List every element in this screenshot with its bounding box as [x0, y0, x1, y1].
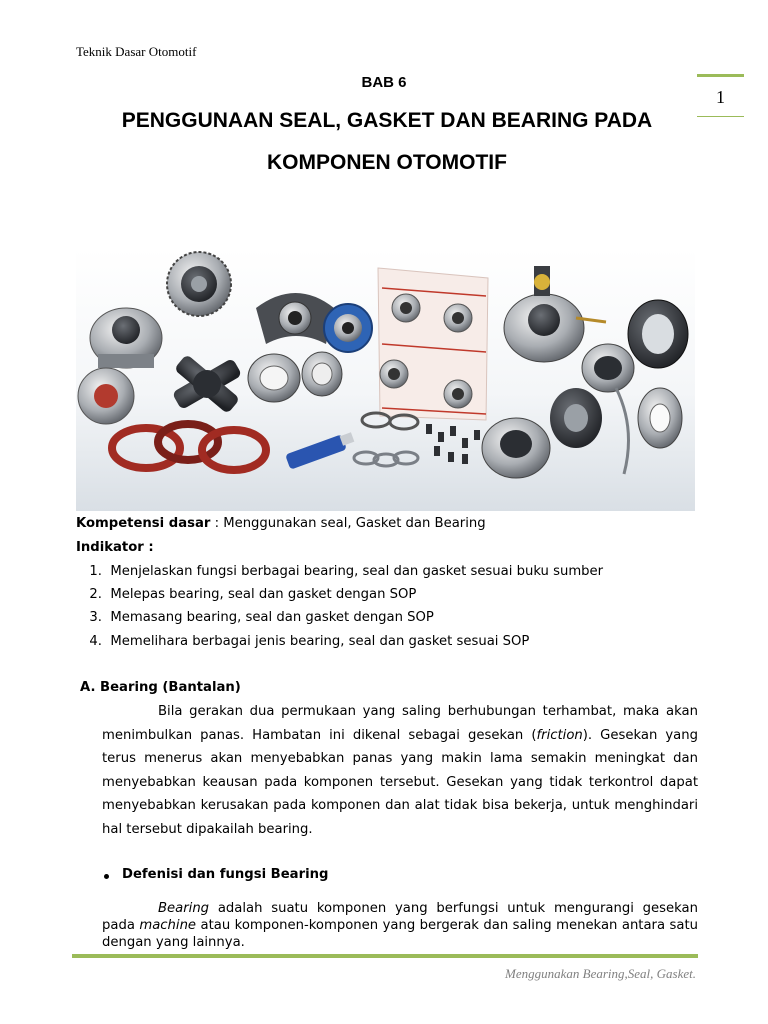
page-number: 1	[716, 87, 725, 107]
section-heading-bearing: A. Bearing (Bantalan)	[80, 680, 241, 695]
chapter-label: BAB 6	[361, 74, 407, 91]
list-item-number: 4.	[89, 634, 102, 649]
automotive-parts-photo	[76, 248, 695, 511]
definition-text-2: atau komponen-komponen yang bergerak dan saling menekan antara satu dengan yang lainnya.	[102, 918, 698, 950]
list-item-number: 1.	[89, 564, 102, 579]
list-item-text: Memelihara berbagai jenis bearing, seal dan gasket sesuai SOP	[110, 634, 530, 649]
list-item-number: 3.	[89, 610, 102, 625]
list-item	[76, 634, 529, 649]
bearing-intro-paragraph	[102, 700, 698, 841]
chapter-title	[90, 100, 684, 184]
list-item	[76, 610, 434, 625]
competency-label: Kompetensi dasar	[76, 516, 211, 531]
competency-separator: :	[210, 516, 224, 531]
bullet-dot	[104, 874, 109, 879]
bearing-definition-paragraph	[102, 900, 698, 951]
term-machine: machine	[139, 918, 197, 933]
paragraph-text-2: ). Gesekan yang terus menerus akan menyebabkan panas yang makin lama semakin meningkat dan menyebabkan keausan pada komponen tersebut. Gesekan yang tidak terkontrol dapat menyebabkan kerusakan pada komponen dan alat tidak bisa bekerja, untuk menghindari hal tersebut dipakailah bearing.	[102, 727, 698, 837]
bearing-catalog-sheet	[378, 268, 488, 420]
definition-text-1: adalah suatu komponen yang berfungsi untuk mengurangi gesekan pada	[102, 901, 698, 933]
automotive-parts-illustration	[76, 248, 695, 511]
list-item	[76, 587, 416, 602]
list-item-text: Memasang bearing, seal dan gasket dengan SOP	[110, 610, 434, 625]
needle-roller-bearing	[582, 344, 634, 392]
running-head: Teknik Dasar Otomotif	[76, 44, 197, 59]
chapter-title-line-1: PENGGUNAAN SEAL, GASKET DAN BEARING PADA	[121, 109, 653, 132]
competency-line	[76, 516, 486, 531]
page-number-bottom-rule	[697, 116, 744, 117]
list-item-number: 2.	[89, 587, 102, 602]
list-item	[76, 564, 603, 579]
subsection-heading: Defenisi dan fungsi Bearing	[122, 867, 329, 882]
wheel-hub-abs-ring	[167, 252, 231, 316]
wheel-bearing-right	[628, 300, 688, 368]
paragraph-emphasis-friction: friction	[536, 727, 583, 743]
clutch-release-bearing	[324, 304, 372, 352]
footer-rule	[72, 954, 698, 958]
list-item-text: Melepas bearing, seal dan gasket dengan SOP	[110, 587, 417, 602]
paragraph-text-1: Bila gerakan dua permukaan yang saling berhubungan terhambat, maka akan menimbulkan panas. Hambatan ini dikenal sebagai gesekan (	[102, 704, 698, 743]
competency-value: Menggunakan seal, Gasket dan Bearing	[223, 516, 486, 531]
indicator-label: Indikator :	[76, 540, 154, 555]
list-item-text: Menjelaskan fungsi berbagai bearing, seal dan gasket sesuai buku sumber	[110, 564, 604, 579]
chapter-title-line-2: KOMPONEN OTOMOTIF	[267, 151, 507, 174]
footer-title: Menggunakan Bearing,Seal, Gasket.	[505, 966, 696, 981]
term-bearing: Bearing	[158, 901, 210, 916]
